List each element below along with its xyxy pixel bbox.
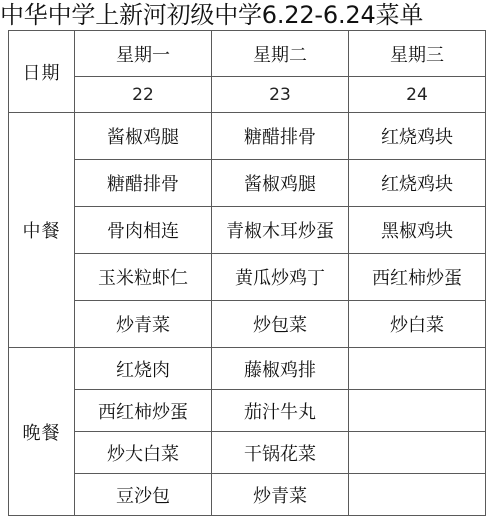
dish-cell: 西红柿炒蛋 xyxy=(75,390,212,432)
menu-table xyxy=(8,30,486,516)
date-label: 日期 xyxy=(9,31,75,113)
lunch-row xyxy=(9,301,486,348)
dish-cell: 黑椒鸡块 xyxy=(349,207,486,254)
dish-cell: 藤椒鸡排 xyxy=(212,348,349,390)
dinner-row xyxy=(9,390,486,432)
dish-cell: 豆沙包 xyxy=(75,474,212,516)
day-header-wed: 星期三 xyxy=(349,31,486,77)
dish-cell: 骨肉相连 xyxy=(75,207,212,254)
dish-cell: 干锅花菜 xyxy=(212,432,349,474)
dish-cell: 红烧肉 xyxy=(75,348,212,390)
header-row-days xyxy=(9,31,486,77)
lunch-row xyxy=(9,207,486,254)
menu-title: 中华中学上新河初级中学6.22-6.24菜单 xyxy=(0,1,424,29)
dinner-row xyxy=(9,474,486,516)
dish-cell: 糖醋排骨 xyxy=(212,113,349,160)
dish-cell: 炒青菜 xyxy=(75,301,212,348)
dish-cell: 炒包菜 xyxy=(212,301,349,348)
dinner-label: 晚餐 xyxy=(9,348,75,516)
dish-cell: 酱椒鸡腿 xyxy=(75,113,212,160)
lunch-row xyxy=(9,254,486,301)
dinner-row xyxy=(9,348,486,390)
dish-cell xyxy=(349,390,486,432)
dish-cell: 青椒木耳炒蛋 xyxy=(212,207,349,254)
dish-cell xyxy=(349,432,486,474)
dish-cell: 西红柿炒蛋 xyxy=(349,254,486,301)
dish-cell: 炒青菜 xyxy=(212,474,349,516)
dish-cell xyxy=(349,474,486,516)
dinner-row xyxy=(9,432,486,474)
date-cell-24: 24 xyxy=(349,77,486,113)
header-row-dates xyxy=(9,77,486,113)
dish-cell: 糖醋排骨 xyxy=(75,160,212,207)
date-cell-23: 23 xyxy=(212,77,349,113)
dish-cell: 茄汁牛丸 xyxy=(212,390,349,432)
dish-cell: 黄瓜炒鸡丁 xyxy=(212,254,349,301)
lunch-label: 中餐 xyxy=(9,113,75,348)
day-header-mon: 星期一 xyxy=(75,31,212,77)
dish-cell xyxy=(349,348,486,390)
date-cell-22: 22 xyxy=(75,77,212,113)
dish-cell: 玉米粒虾仁 xyxy=(75,254,212,301)
dish-cell: 炒大白菜 xyxy=(75,432,212,474)
lunch-row xyxy=(9,113,486,160)
dish-cell: 红烧鸡块 xyxy=(349,113,486,160)
dish-cell: 炒白菜 xyxy=(349,301,486,348)
dish-cell: 酱椒鸡腿 xyxy=(212,160,349,207)
day-header-tue: 星期二 xyxy=(212,31,349,77)
lunch-row xyxy=(9,160,486,207)
dish-cell: 红烧鸡块 xyxy=(349,160,486,207)
